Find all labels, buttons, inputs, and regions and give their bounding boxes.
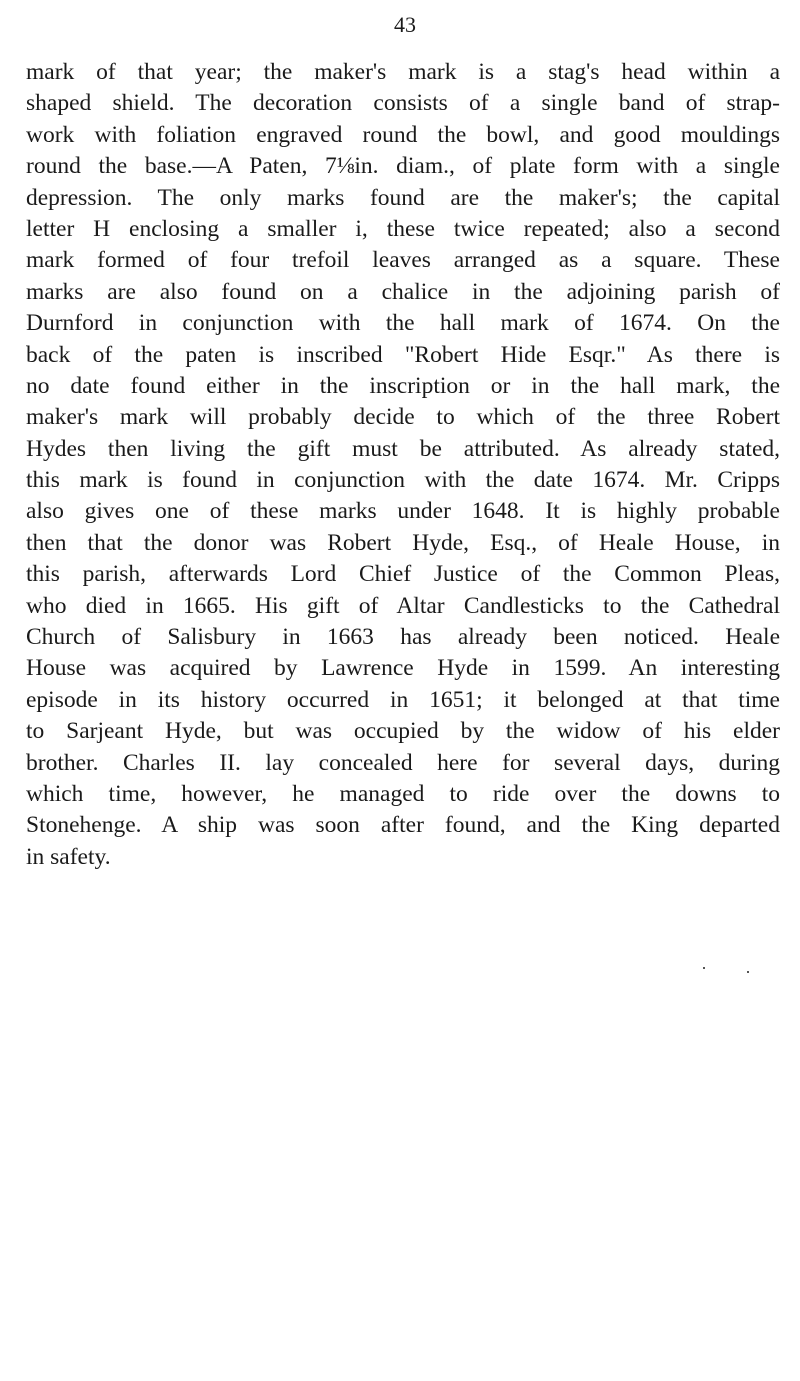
text-line: round the base.—A Paten, 7⅛in. diam., of plate form with a single xyxy=(26,153,780,180)
text-line: marks are also found on a chalice in the adjoining parish of xyxy=(26,278,780,305)
text-line: House was acquired by Lawrence Hyde in 1599. An interesting xyxy=(26,655,780,682)
text-line: Church of Salisbury in 1663 has already been noticed. Heale xyxy=(26,624,780,651)
text-line: also gives one of these marks under 1648. It is highly probable xyxy=(26,498,780,525)
text-line: brother. Charles II. lay concealed here for several days, during xyxy=(26,749,780,776)
text-line: in safety. xyxy=(26,843,111,870)
text-line: which time, however, he managed to ride over the downs to xyxy=(26,780,780,807)
text-line: mark formed of four trefoil leaves arranged as a square. These xyxy=(26,247,780,274)
text-line: then that the donor was Robert Hyde, Esq., of Heale House, in xyxy=(26,529,780,556)
text-line: Durnford in conjunction with the hall mark of 1674. On the xyxy=(26,310,780,337)
text-line: depression. The only marks found are the maker's; the capital xyxy=(26,184,780,211)
text-line: who died in 1665. His gift of Altar Candlesticks to the Cathedral xyxy=(26,592,780,619)
text-line: shaped shield. The decoration consists of a single band of strap- xyxy=(26,90,780,117)
text-line: episode in its history occurred in 1651; it belonged at that time xyxy=(26,686,780,713)
scan-speck xyxy=(703,967,705,969)
text-line: back of the paten is inscribed "Robert Hide Esqr." As there is xyxy=(26,341,780,368)
text-line: letter H enclosing a smaller i, these twice repeated; also a second xyxy=(26,215,780,242)
text-line: mark of that year; the maker's mark is a stag's head within a xyxy=(26,59,780,85)
text-line: maker's mark will probably decide to which of the three Robert xyxy=(26,404,780,431)
text-line: work with foliation engraved round the bowl, and good mouldings xyxy=(26,121,780,148)
body-text xyxy=(26,57,780,873)
text-line: no date found either in the inscription or in the hall mark, the xyxy=(26,372,780,399)
text-line: this mark is found in conjunction with the date 1674. Mr. Cripps xyxy=(26,467,780,494)
text-line: this parish, afterwards Lord Chief Justice of the Common Pleas, xyxy=(26,561,780,588)
page-number: 43 xyxy=(394,12,416,37)
scan-speck xyxy=(747,971,749,973)
text-line: Hydes then living the gift must be attributed. As already stated, xyxy=(26,435,780,462)
text-line: to Sarjeant Hyde, but was occupied by the widow of his elder xyxy=(26,718,780,745)
text-line: Stonehenge. A ship was soon after found, and the King departed xyxy=(26,812,780,839)
